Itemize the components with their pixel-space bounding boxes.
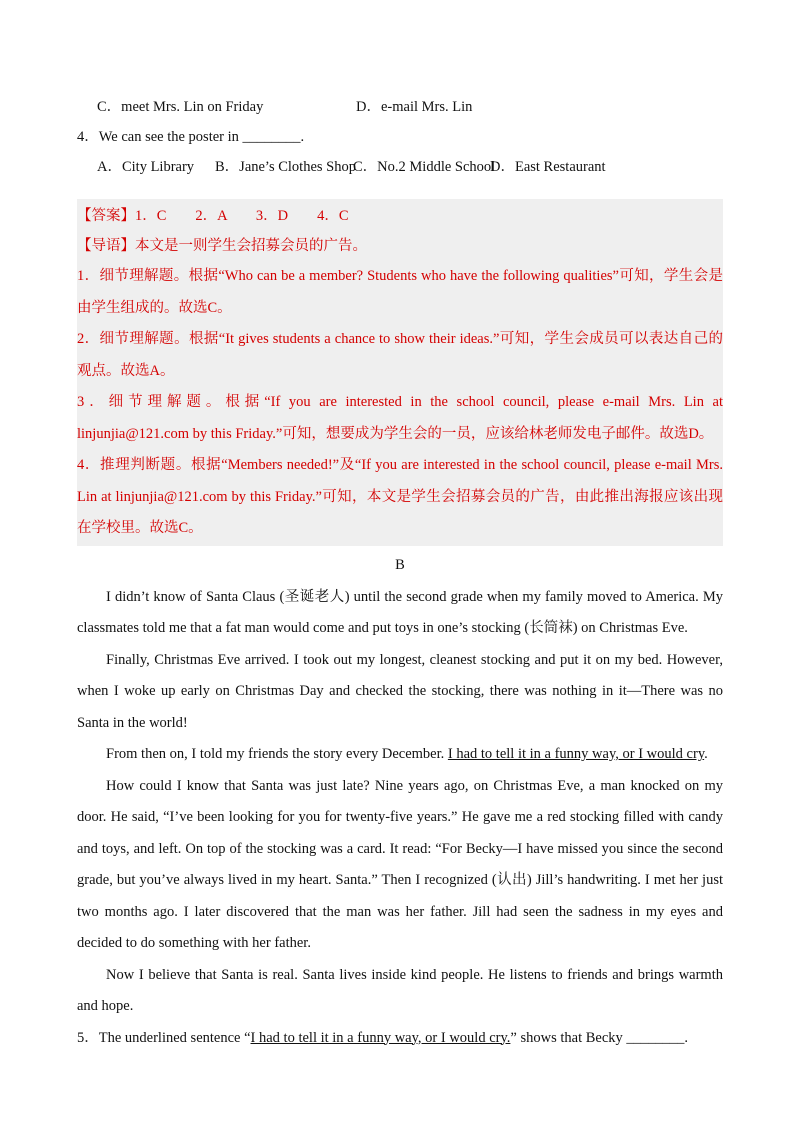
- passage-paragraph-2: Finally, Christmas Eve arrived. I took out my longest, cleanest stocking and put it on my bed. However, when I woke up early on Christmas Day and checked the stocking, there was nothing in it—There was no Santa in the world!: [77, 651, 723, 731]
- answer-section: [77, 199, 723, 546]
- p3-text: From then on, I told my friends the story every December.: [106, 746, 448, 762]
- explanation-2: 2．细节理解题。根据“It gives students a chance to show their ideas.”可知，学生会成员可以表达自己的观点。故选A。: [77, 331, 723, 379]
- answer-text: 1．C 2．A 3．D 4．C: [135, 208, 349, 224]
- option-c: C．No.2 Middle School: [353, 159, 496, 175]
- explanation-1: 1．细节理解题。根据“Who can be a member? Students who have the following qualities”可知，学生会是由学生组成的。故选C。: [77, 268, 723, 316]
- option-d: D．e-mail Mrs. Lin: [356, 99, 473, 115]
- answer-label: 【答案】: [77, 208, 135, 224]
- explanation-3: 3．细节理解题。根据“If you are interested in the school council, please e-mail Mrs. Lin at linjunjia@121.com by this Friday.”可知，想要成为学生会的一员，应该给林老师发电子邮件。故选D。: [77, 394, 723, 442]
- q5-after: ” shows that Becky ________.: [510, 1029, 689, 1046]
- q5-underlined: I had to tell it in a funny way, or I would cry.: [250, 1029, 511, 1046]
- document-page: [77, 92, 723, 1053]
- answer-key: [77, 201, 723, 231]
- option-c: C．meet Mrs. Lin on Friday: [97, 99, 264, 115]
- option-d: D．East Restaurant: [490, 159, 606, 175]
- passage-paragraph-1: I didn’t know of Santa Claus (圣诞老人) until the second grade when my family moved to America. My classmates told me that a fat man would come and put toys in one’s stocking (长筒袜) on Christmas Eve.: [77, 588, 723, 636]
- guide-line: [77, 231, 723, 261]
- q5-before: 5．The underlined sentence “: [77, 1029, 251, 1046]
- question3-options: [77, 92, 723, 122]
- passage-heading: B: [395, 556, 405, 573]
- guide-label: 【导语】: [77, 238, 135, 254]
- underlined-sentence: I had to tell it in a funny way, or I would cry: [447, 746, 705, 762]
- guide-text: 本文是一则学生会招募会员的广告。: [135, 238, 367, 254]
- question4-options: [77, 152, 723, 182]
- passage-paragraph-4: How could I know that Santa was just late? Nine years ago, on Christmas Eve, a man knocked on my door. He said, “I’ve been looking for you for twenty-five years.” He gave me a red stocking filled with candy and toys, and left. On top of the stocking was a card. It read: “For Becky—I have missed you since the second grade, but you’ve always lived in my heart. Santa.” Then I recognized (认出) Jill’s handwriting. I met her just two months ago. I later discovered that the man was her father. Jill had seen the sadness in my eyes and decided to do something with her father.: [77, 777, 723, 951]
- question4-stem: 4．We can see the poster in ________.: [77, 129, 305, 145]
- p3-end: .: [704, 746, 708, 762]
- question5: [77, 1023, 723, 1053]
- option-a: A．City Library: [97, 159, 195, 175]
- passage-paragraph-3: [77, 739, 723, 771]
- option-b: B．Jane’s Clothes Shop: [215, 159, 356, 175]
- passage-paragraph-5: Now I believe that Santa is real. Santa lives inside kind people. He listens to friends and brings warmth and hope.: [77, 966, 723, 1014]
- explanation-4: 4．推理判断题。根据“Members needed!”及“If you are interested in the school council, please e-mail Mrs. Lin at linjunjia@121.com by this Friday.”可知，本文是学生会招募会员的广告，由此推出海报应该出现在学校里。故选C。: [77, 457, 723, 536]
